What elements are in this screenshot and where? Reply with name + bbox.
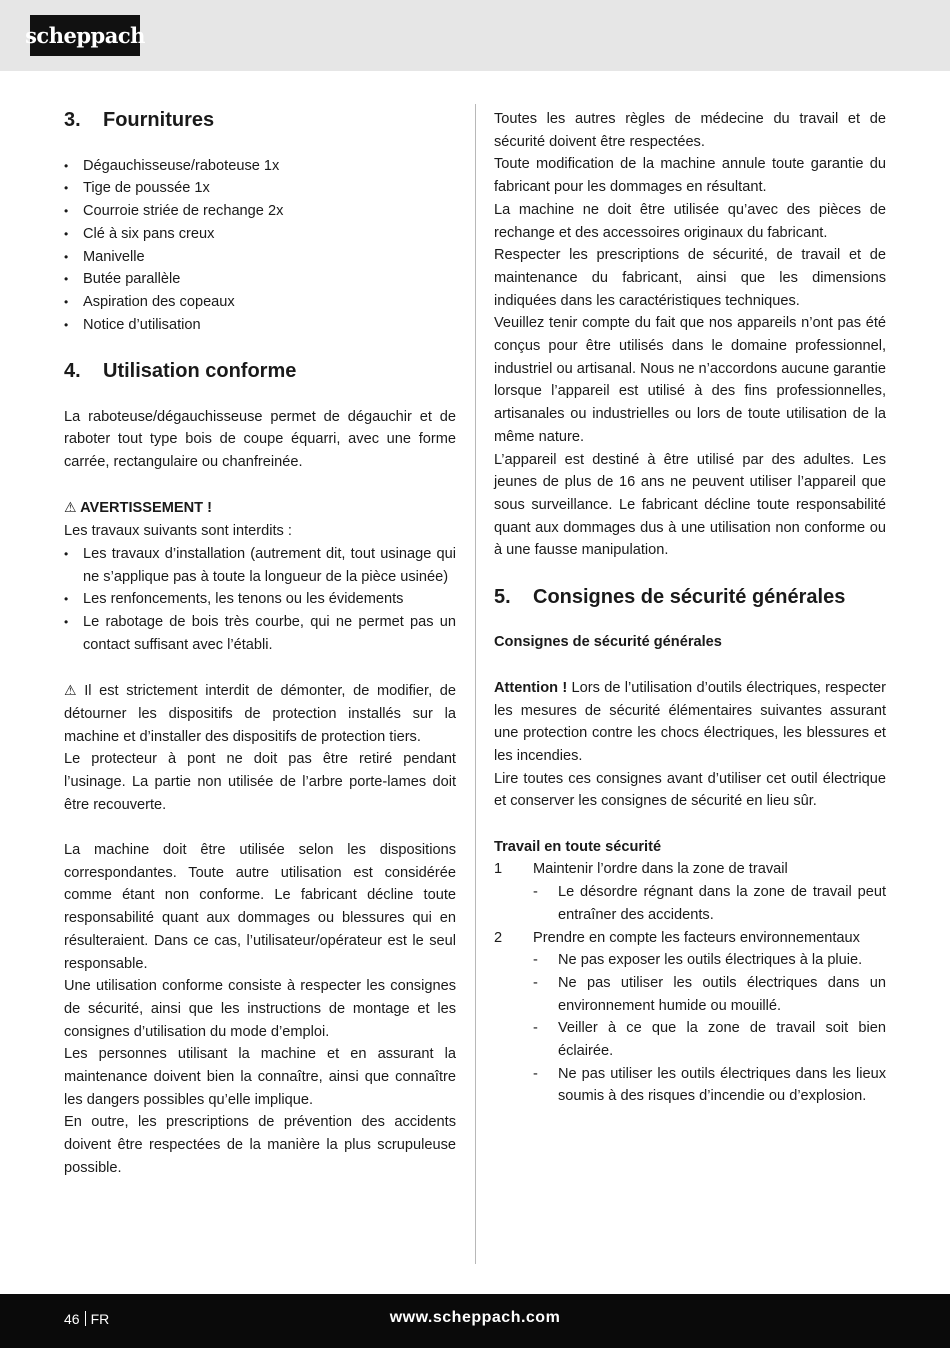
paragraph-text: Il est strictement interdit de démonter, de modifier, de détourner les dispositifs de protection installés sur la machine et d’installer des dispositifs de protection tiers. [64, 683, 456, 745]
paragraph [494, 677, 886, 768]
section-5-heading [494, 585, 886, 609]
list-item: • Le rabotage de bois très courbe, qui ne permet pas un contact suffisant avec l’établi. [64, 611, 456, 656]
section-number: 5. [494, 585, 511, 608]
list-item: • Butée parallèle [64, 268, 456, 291]
section-title: Utilisation conforme [103, 360, 297, 382]
language-code: FR [90, 1311, 110, 1327]
section-title: Fournitures [103, 109, 215, 131]
paragraph: La machine ne doit être utilisée qu’avec des pièces de rechange et des accessoires originaux du fabricant. [494, 201, 886, 241]
list-item: • Les renfoncements, les tenons ou les évidements [64, 588, 456, 611]
numbered-item [494, 858, 886, 881]
website-link[interactable]: www.scheppach.com [389, 1309, 561, 1326]
dash-item: - Le désordre régnant dans la zone de travail peut entraîner des accidents. [494, 881, 886, 926]
paragraph: Lire toutes ces consignes avant d’utiliser cet outil électrique et conserver les consignes de sécurité en lieu sûr. [494, 770, 886, 810]
section-title: Consignes de sécurité générales [533, 585, 846, 608]
paragraph [64, 679, 456, 748]
paragraph: Une utilisation conforme consiste à respecter les consignes de sécurité, ainsi que les instructions de montage et les consignes d’utilisation du mode d’emploi. [64, 978, 456, 1040]
paragraph: La machine doit être utilisée selon les dispositions correspondantes. Toute autre utilisation est considérée comme étant non conforme. Le fabricant décline toute responsabilité quant aux dommages ou blessures qui en résulteraient. Dans ce cas, l’utilisateur/opérateur est le seul responsable. [64, 842, 456, 972]
paragraph: Les personnes utilisant la machine et en assurant la maintenance doivent bien la connaître, ainsi que connaître les dangers possibles qu’elle implique. [64, 1046, 456, 1108]
dash-item-text: Le désordre régnant dans la zone de travail peut entraîner des accidents. [558, 884, 886, 923]
subsection-title: Consignes de sécurité générales [494, 634, 722, 651]
page-header [0, 0, 950, 71]
item-number: 2 [494, 929, 503, 946]
dash-item: - Ne pas utiliser les outils électriques dans les lieux soumis à des risques d’incendie ou d’explosion. [494, 1063, 886, 1108]
attention-label: Attention ! [494, 679, 568, 696]
dash-item-text: Ne pas utiliser les outils électriques dans un environnement humide ou mouillé. [558, 974, 886, 1014]
left-column [64, 108, 456, 1180]
section-number: 3. [64, 109, 81, 131]
list-item: • Notice d’utilisation [64, 314, 456, 337]
paragraph: Respecter les prescriptions de sécurité, de travail et de maintenance du fabricant, ainsi que les dimensions indiquées dans les caractéristiques techniques. [494, 247, 886, 309]
paragraph: Toute modification de la machine annule toute garantie du fabricant pour les dommages en résultant. [494, 156, 886, 196]
dash-item-text: Ne pas exposer les outils électriques à la pluie. [558, 952, 863, 969]
dash-item: - Veiller à ce que la zone de travail soit bien éclairée. [494, 1017, 886, 1062]
subsection-title: Travail en toute sécurité [494, 838, 662, 855]
right-column [494, 108, 886, 1108]
column-divider [475, 104, 476, 1264]
dash-item-text: Veiller à ce que la zone de travail soit bien éclairée. [558, 1020, 886, 1060]
paragraph: En outre, les prescriptions de prévention des accidents doivent être respectées de la manière la plus scrupuleuse possible. [64, 1114, 456, 1176]
forbidden-list [64, 543, 456, 657]
page-number: 46 [64, 1311, 80, 1327]
section-4-heading [64, 359, 456, 383]
paragraph: Le protecteur à pont ne doit pas être retiré pendant l’usinage. La partie non utilisée de l’arbre porte-lames doit être recouverte. [64, 751, 456, 813]
dash-item: - Ne pas exposer les outils électriques à la pluie. [494, 949, 886, 972]
list-item: • Tige de poussée 1x [64, 177, 456, 200]
warning-title: AVERTISSEMENT ! [80, 500, 212, 517]
list-item: • Dégauchisseuse/raboteuse 1x [64, 155, 456, 178]
list-item: • Les travaux d’installation (autrement dit, tout usinage qui ne s’applique pas à toute la longueur de la pièce usinée) [64, 543, 456, 588]
list-item: • Aspiration des copeaux [64, 291, 456, 314]
warning-heading [64, 496, 456, 520]
warning-triangle-icon: ⚠ [64, 499, 77, 516]
paragraph: Toutes les autres règles de médecine du travail et de sécurité doivent être respectées. [494, 111, 886, 150]
dash-item: - Ne pas utiliser les outils électriques dans un environnement humide ou mouillé. [494, 972, 886, 1017]
item-text: Prendre en compte les facteurs environnementaux [533, 929, 860, 946]
dash-item-text: Ne pas utiliser les outils électriques dans les lieux soumis à des risques d’incendie ou d’explosion. [558, 1065, 886, 1105]
paragraph: La raboteuse/dégauchisseuse permet de dégauchir et de raboter tout type bois de coupe équarri, avec une forme carrée, rectangulaire ou chanfreinée. [64, 408, 456, 471]
item-text: Maintenir l’ordre dans la zone de travail [533, 861, 788, 878]
paragraph: L’appareil est destiné à être utilisé par des adultes. Les jeunes de plus de 16 ans ne peuvent utiliser l’appareil que sous surveillance. Le fabricant décline toute responsabilité quant aux dommages dus à une utilisation non conforme ou à une fausse manipulation. [494, 451, 886, 559]
section-number: 4. [64, 360, 81, 382]
page-footer [0, 1294, 950, 1348]
item-number: 1 [494, 861, 503, 878]
section-3-heading [64, 108, 456, 132]
warning-triangle-icon: ⚠ [64, 682, 77, 699]
paragraph: Veuillez tenir compte du fait que nos appareils n’ont pas été conçus pour être utilisés dans le domaine professionnel, industriel ou artisanal. Nous ne n’accordons aucune garantie lorsque l’appareil est utilisé à des fins professionnelles, artisanales ou industrielles ou lors de toute utilisation de la même nature. [494, 315, 886, 445]
paragraph-text: Lors de l’utilisation d’outils électriques, respecter les mesures de sécurité élémentaires suivantes assurant une protection contre les chocs électriques, les blessures et les incendies. [494, 679, 886, 764]
list-item: • Manivelle [64, 246, 456, 269]
paragraph: Les travaux suivants sont interdits : [64, 523, 292, 540]
list-item: • Clé à six pans creux [64, 223, 456, 246]
supplies-list [64, 155, 456, 337]
list-item: • Courroie striée de rechange 2x [64, 200, 456, 223]
scheppach-logo: scheppach [30, 15, 140, 56]
numbered-item [494, 927, 886, 950]
